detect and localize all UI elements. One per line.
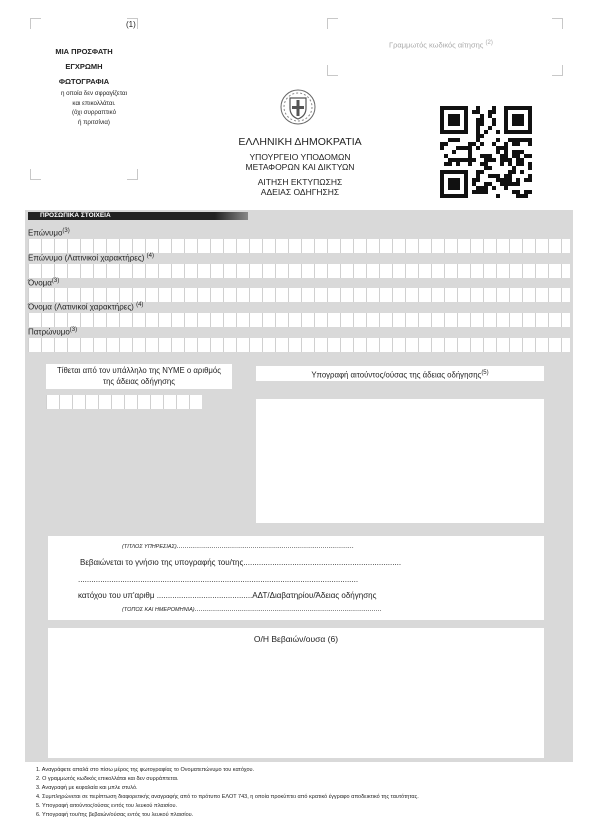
republic-title: ΕΛΛΗΝΙΚΗ ΔΗΜΟΚΡΑΤΙΑ: [238, 136, 362, 148]
signature-box[interactable]: [256, 399, 544, 523]
verification-line-2: ..............................................................................................................................: [78, 575, 359, 584]
signature-label: Υπογραφή αιτούντος/ούσας της άδειας οδήγησης$^{(5)}$: [256, 366, 544, 381]
father-name-label: Πατρώνυμο$^{(3)}$: [28, 327, 78, 337]
service-label: (ΤΙΤΛΟΣ ΥΠΗΡΕΣΙΑΣ): [122, 544, 177, 550]
barcode-label: Γραμμωτός κωδικός αίτησης: [389, 40, 484, 50]
footnote-4: 4. Συμπληρώνεται σε περίπτωση διαφορετικής αναγραφής από το πρότυπο ΕΛΟΤ 743, η οποία προκύπτει από κρατικό έγγραφο αποδεικτικό της ταυτότητας.: [36, 794, 419, 800]
form-title-1: ΑΙΤΗΣΗ ΕΚΤΥΠΩΣΗΣ: [257, 177, 343, 187]
certifier-label: Ο/Η Βεβαιών/ουσα (6): [253, 634, 339, 644]
ministry-line-1: ΥΠΟΥΡΓΕΙΟ ΥΠΟΔΟΜΩΝ: [249, 152, 351, 162]
photo-note-2: και επικολλάται.: [72, 99, 116, 107]
footnote-1: 1. Αναγράφετε απαλά στο πίσω μέρος της φωτογραφίας το Ονοματεπώνυμο του κατόχου.: [36, 767, 255, 773]
name-input[interactable]: [28, 288, 570, 302]
coat-of-arms-icon: [279, 88, 317, 126]
place-date-label: (ΤΟΠΟΣ ΚΑΙ ΗΜΕΡΟΜΗΝΙΑ): [122, 607, 195, 613]
verification-line-1: Βεβαιώνεται το γνήσιο της υπογραφής του/της.......................................................................: [80, 558, 402, 567]
qr-code: [440, 106, 532, 198]
verification-line-3: κατόχου του υπ'αριθμ ...........................................ΑΔΤ/Διαβατηρίου/Άδειας οδήγησης: [78, 591, 377, 600]
license-number-input[interactable]: [46, 395, 202, 409]
footnote-5: 5. Υπογραφή αιτούντος/ούσας εντός του λευκού πλαισίου.: [36, 803, 177, 809]
photo-note-1: η οποία δεν σφραγίζεται: [60, 90, 127, 97]
surname-input[interactable]: [28, 239, 570, 253]
photo-number: (1): [126, 20, 136, 29]
photo-box: [30, 18, 138, 180]
name-latin-input[interactable]: [28, 313, 570, 327]
father-name-input[interactable]: [28, 338, 570, 352]
ministry-line-2: ΜΕΤΑΦΟΡΩΝ ΚΑΙ ΔΙΚΤΥΩΝ: [245, 162, 355, 172]
surname-label: Επώνυμο$^{(3)}$: [28, 228, 70, 238]
footnote-6: 6. Υπογραφή του/της βεβαιών/ούσας εντός του λευκού πλαισίου.: [36, 812, 194, 818]
photo-note-4: ή πριτσίνια): [78, 118, 110, 126]
name-latin-label: Όνομα (Λατινικοί χαρακτήρες) $^{(4)}$: [28, 302, 144, 312]
barcode-box: [327, 18, 563, 76]
certifier-box[interactable]: [48, 628, 544, 758]
surname-latin-label: Επώνυμο (Λατινικοί χαρακτήρες) $^{(4)}$: [28, 253, 154, 263]
name-label: Όνομα$^{(3)}$: [28, 278, 60, 288]
photo-line-2: ΕΓΧΡΩΜΗ: [65, 62, 103, 71]
photo-line-1: ΜΙΑ ΠΡΟΣΦΑΤΗ: [55, 47, 113, 56]
surname-latin-input[interactable]: [28, 264, 570, 278]
footnote-2: 2. Ο γραμμωτός κωδικός επικολλάται και δεν συρράπτεται.: [36, 776, 179, 782]
verification-box: (ΤΙΤΛΟΣ ΥΠΗΡΕΣΙΑΣ)........................................................................................... Βεβαιώνεται το γνήσιο της υπογραφής του/της....................................................................... .............................................................................................................................. κατόχου του υπ'αριθμ ...........................................ΑΔΤ/Διαβατηρίου/Άδειας οδήγησης (ΤΟΠΟΣ ΚΑΙ ΗΜΕΡΟΜΗΝΙΑ)................................................................................................: [48, 536, 544, 620]
photo-note-3: (όχι συρραπτικό: [71, 109, 117, 116]
form-title-2: ΑΔΕΙΑΣ ΟΔΗΓΗΣΗΣ: [260, 187, 340, 197]
footnote-3: 3. Αναγραφή με κεφαλαία και μπλε στυλό.: [36, 785, 138, 791]
barcode-number: (2): [485, 40, 493, 46]
section-header-personal: ΠΡΟΣΩΠΙΚΑ ΣΤΟΙΧΕΙΑ: [28, 212, 248, 220]
official-note: Τίθεται από τον υπάλληλο της ΝΥΜΕ ο αριθμός της άδειας οδήγησης: [46, 364, 232, 389]
photo-line-3: ΦΩΤΟΓΡΑΦΙΑ: [58, 77, 110, 86]
